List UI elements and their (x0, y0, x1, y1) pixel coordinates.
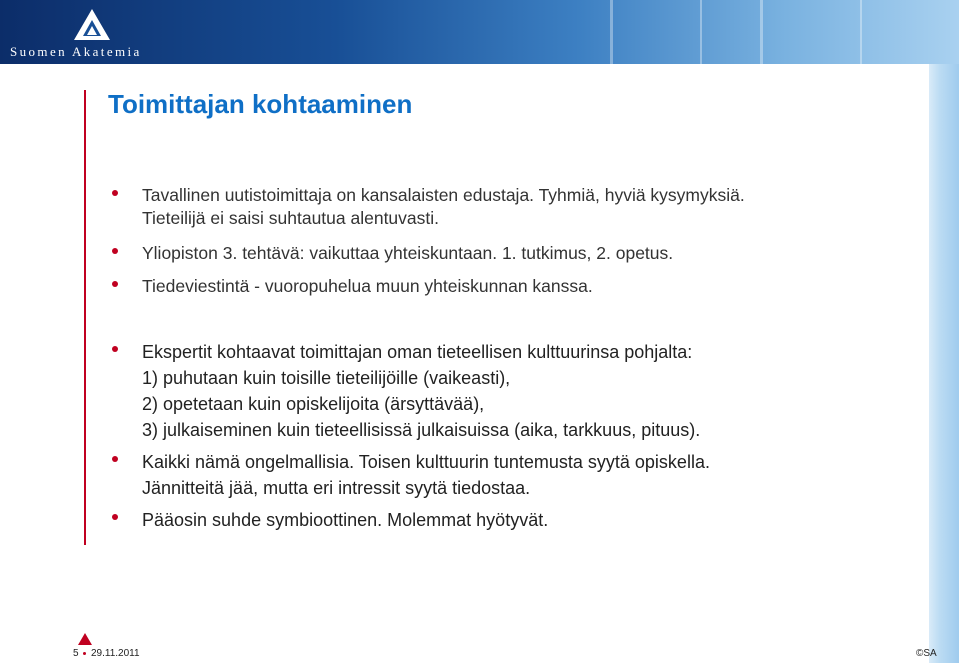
banner-stripe (860, 0, 862, 64)
bullet-dot (112, 514, 118, 520)
slide-title: Toimittajan kohtaaminen (108, 89, 413, 119)
footer-triangle-icon (78, 633, 92, 645)
suomen-akatemia-logo (10, 8, 170, 58)
logo-triangle-icon (72, 8, 112, 42)
right-decorative-band (929, 64, 959, 663)
bullet-dot (112, 248, 118, 254)
header-banner (0, 0, 959, 64)
list-item: 3) julkaiseminen kuin tieteellisissä julkaisuissa (aika, tarkkuus, pituus). (142, 420, 701, 440)
bullet-dot (112, 456, 118, 462)
list-item: Tieteilijä ei saisi suhtautua alentuvasti. (142, 208, 440, 228)
list-item: Pääosin suhde symbioottinen. Molemmat hyötyvät. (142, 510, 549, 530)
list-item: Tiedeviestintä - vuoropuhelua muun yhteiskunnan kanssa. (142, 276, 593, 296)
banner-stripe (610, 0, 613, 64)
bullet-dot (112, 281, 118, 287)
list-item: 1) puhutaan kuin toisille tieteilijöille (vaikeasti), (142, 368, 511, 388)
bullet-dot (112, 346, 118, 352)
logo-text: Suomen Akatemia (10, 44, 142, 59)
bullet-dot (112, 190, 118, 196)
banner-stripe (760, 0, 763, 64)
title-rule (84, 90, 86, 545)
page-number: 5 (73, 648, 79, 659)
footer-copyright: ©SA (916, 648, 937, 659)
list-item: Yliopiston 3. tehtävä: vaikuttaa yhteiskuntaan. 1. tutkimus, 2. opetus. (142, 243, 674, 263)
list-item: Jännitteitä jää, mutta eri intressit syytä tiedostaa. (142, 478, 531, 498)
list-item: 2) opetetaan kuin opiskelijoita (ärsyttävää), (142, 394, 485, 414)
list-item: Ekspertit kohtaavat toimittajan oman tieteellisen kulttuurinsa pohjalta: (142, 342, 693, 362)
banner-stripe (700, 0, 702, 64)
footer-separator-dot (83, 652, 86, 655)
footer-date: 29.11.2011 (91, 648, 140, 659)
list-item: Kaikki nämä ongelmallisia. Toisen kulttuurin tuntemusta syytä opiskella. (142, 452, 710, 472)
list-item: Tavallinen uutistoimittaja on kansalaisten edustaja. Tyhmiä, hyviä kysymyksiä. (142, 185, 745, 205)
